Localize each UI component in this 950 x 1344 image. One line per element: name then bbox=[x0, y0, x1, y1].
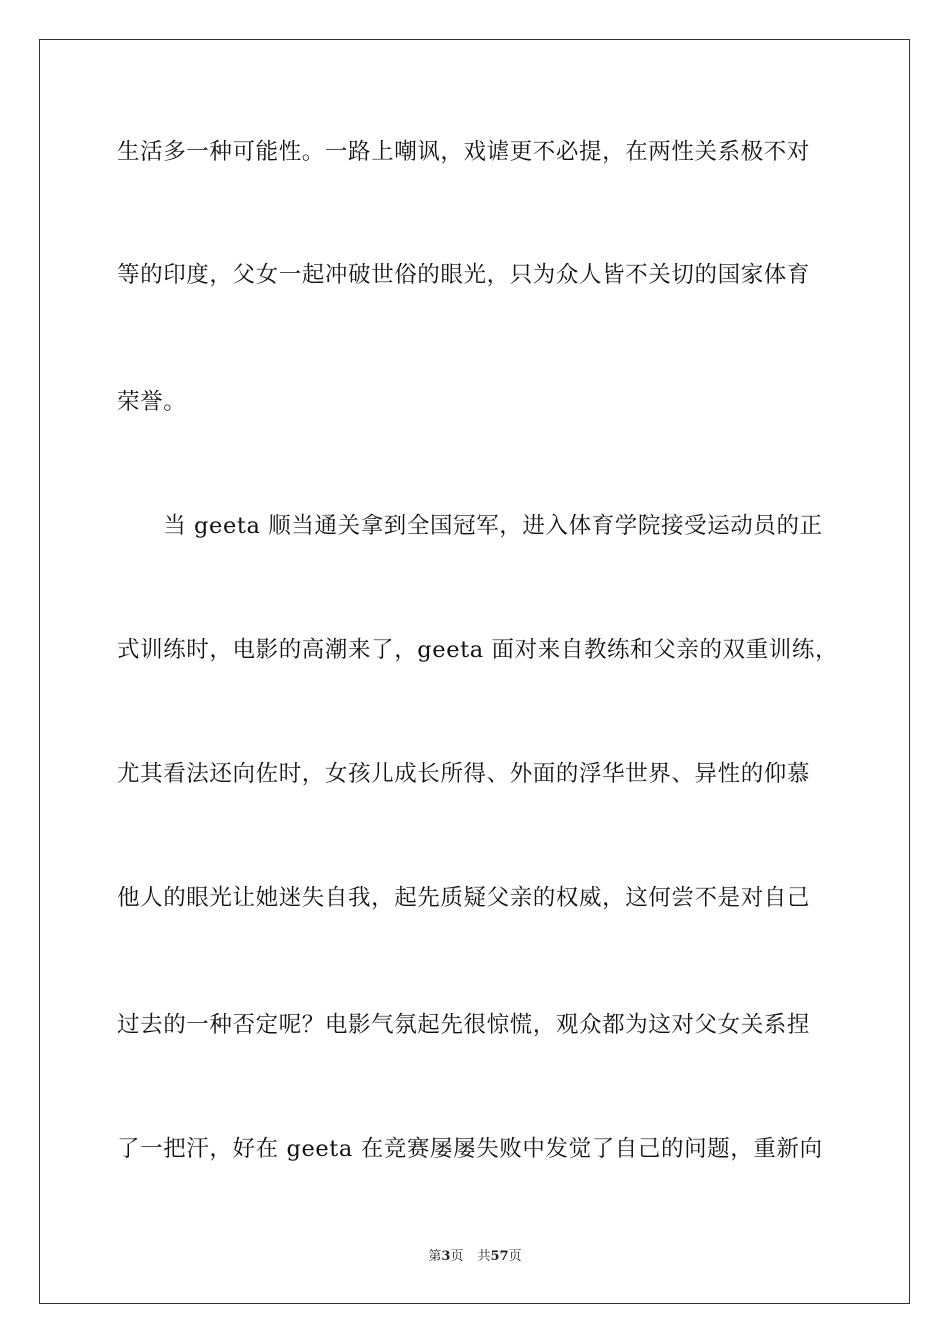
text-line: 等的印度，父女一起冲破世俗的眼光，只为众人皆不关切的国家体育 bbox=[117, 262, 811, 288]
page-total: 57 bbox=[490, 1249, 509, 1264]
text-line: 荣誉。 bbox=[117, 389, 187, 415]
text-line: 当 geeta 顺当通关拿到全国冠军，进入体育学院接受运动员的正 bbox=[117, 513, 823, 539]
total-prefix: 共 bbox=[477, 1249, 491, 1264]
text-line: 尤其看法还向佐时，女孩儿成长所得、外面的浮华世界、异性的仰慕 bbox=[117, 761, 811, 787]
page-suffix: 页 bbox=[450, 1249, 464, 1264]
page-border bbox=[39, 39, 910, 1304]
page-prefix: 第 bbox=[428, 1249, 442, 1264]
text-line: 生活多一种可能性。一路上嘲讽，戏谑更不必提，在两性关系极不对 bbox=[117, 139, 811, 165]
total-suffix: 页 bbox=[508, 1249, 522, 1264]
text-line: 他人的眼光让她迷失自我，起先质疑父亲的权威，这何尝不是对自己 bbox=[117, 885, 811, 911]
text-line: 了一把汗，好在 geeta 在竞赛屡屡失败中发觉了自己的问题，重新向 bbox=[117, 1136, 823, 1162]
page-current: 3 bbox=[441, 1249, 451, 1264]
text-line: 过去的一种否定呢？电影气氛起先很惊慌，观众都为这对父女关系捏 bbox=[117, 1012, 811, 1038]
text-line: 式训练时，电影的高潮来了，geeta 面对来自教练和父亲的双重训练， bbox=[117, 637, 839, 663]
page-footer bbox=[0, 1248, 950, 1266]
